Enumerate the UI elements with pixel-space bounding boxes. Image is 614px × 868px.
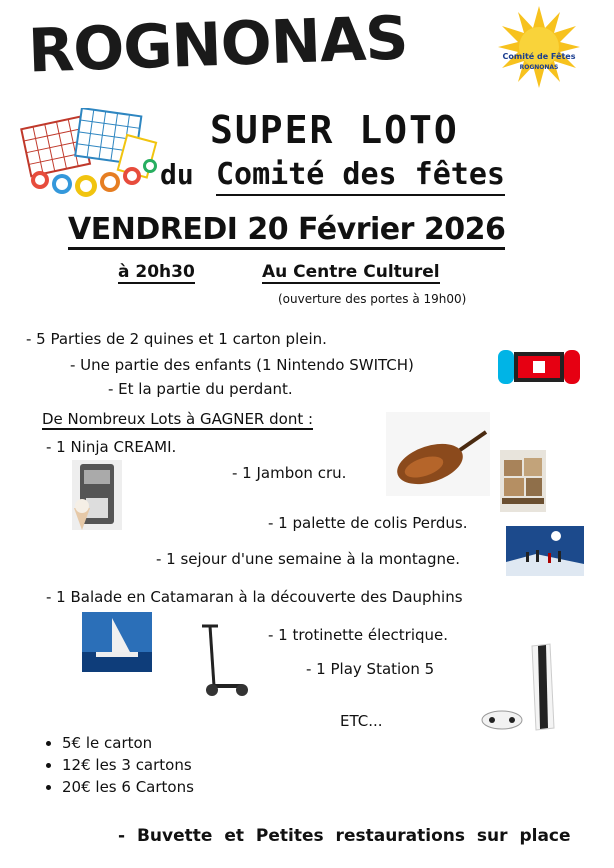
town-title: ROGNONAS — [26, 3, 409, 87]
nintendo-switch-image — [498, 350, 580, 384]
footer-buvette: - Buvette et Petites restaurations sur place — [118, 826, 571, 846]
subtitle-prefix: du — [160, 158, 194, 191]
lot-palette: - 1 palette de colis Perdus. — [268, 514, 468, 532]
ninja-creami-image — [72, 460, 122, 530]
comite-logo — [498, 6, 580, 88]
game-line-3: - Et la partie du perdant. — [108, 380, 293, 398]
trotinette-image — [198, 620, 250, 698]
doors-open: (ouverture des portes à 19h00) — [278, 292, 467, 306]
price-list — [42, 734, 194, 800]
logo-line1: Comité de Fêtes — [502, 52, 576, 61]
montagne-image — [506, 526, 584, 576]
lots-title: De Nombreux Lots à GAGNER dont : — [42, 410, 314, 428]
super-loto-title: SUPER LOTO — [210, 108, 459, 152]
lot-jambon: - 1 Jambon cru. — [232, 464, 347, 482]
sun-logo-icon — [498, 6, 580, 88]
event-place: Au Centre Culturel — [262, 262, 440, 282]
lot-playstation: - 1 Play Station 5 — [306, 660, 435, 678]
lot-sejour: - 1 sejour d'une semaine à la montagne. — [156, 550, 460, 568]
event-time: à 20h30 — [118, 262, 195, 282]
bingo-cards-illustration — [18, 108, 160, 200]
subtitle: Comité des fêtes — [216, 157, 505, 196]
price-item: • 5€ le carton — [62, 734, 194, 752]
price-item: • 12€ les 3 cartons — [62, 756, 194, 774]
playstation-image — [480, 642, 570, 732]
game-line-2: - Une partie des enfants (1 Nintendo SWITCH) — [70, 356, 414, 374]
catamaran-image — [82, 612, 152, 672]
lot-trotinette: - 1 trotinette électrique. — [268, 626, 449, 644]
jambon-image — [386, 412, 490, 496]
lot-ninja: - 1 Ninja CREAMI. — [46, 438, 177, 456]
event-date: VENDREDI 20 Février 2026 — [68, 212, 505, 250]
logo-line2: ROGNONAS — [519, 64, 559, 71]
game-line-1: - 5 Parties de 2 quines et 1 carton plein. — [26, 330, 327, 348]
price-item: • 20€ les 6 Cartons — [62, 778, 194, 796]
palette-colis-image — [500, 450, 546, 512]
lot-catamaran: - 1 Balade en Catamaran à la découverte des Dauphins — [46, 588, 463, 606]
lot-etc: ETC... — [340, 712, 383, 730]
